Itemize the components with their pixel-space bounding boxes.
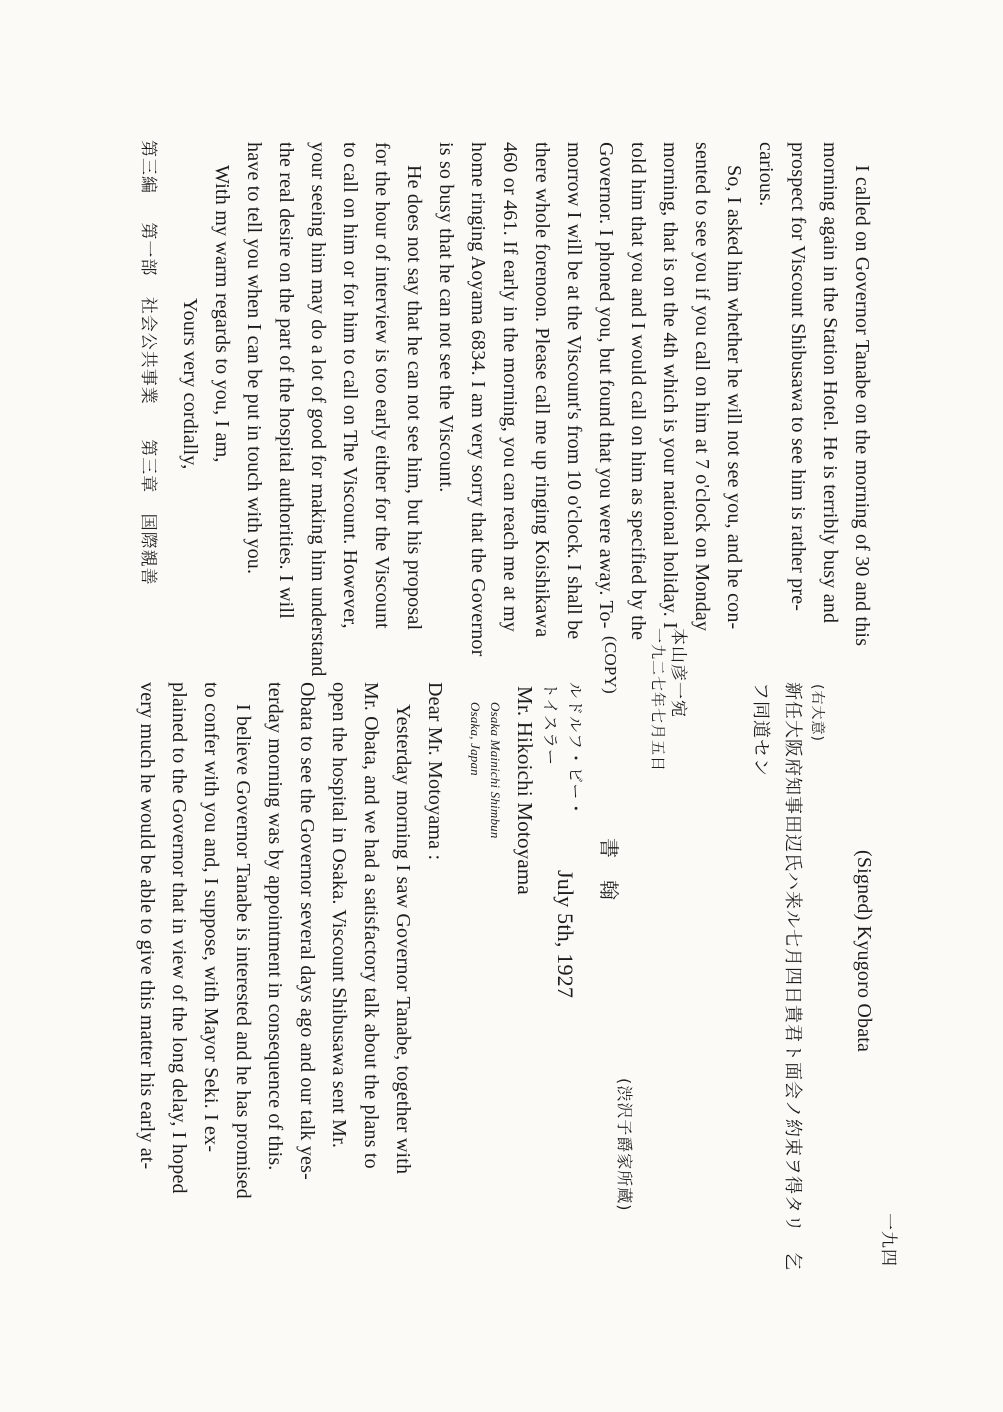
body-line: sented to see you if you call on him at 7 o'clock on Monday — [691, 142, 713, 632]
body-line: is so busy that he can not see the Viscount. — [435, 142, 457, 493]
addressee-org: Osaka Mainichi Shimbun — [488, 702, 503, 839]
body-line: I called on Governor Tanabe on the morning of 30 and this — [851, 165, 873, 647]
body-line: He does not say that he can not see him, but his proposal — [403, 165, 425, 631]
body-line: So, I asked him whether he will not see you, and he con- — [723, 165, 745, 630]
summary-line-2: フ同道セン — [750, 682, 771, 777]
body-line: Mr. Obata, and we had a satisfactory talk about the plans to — [360, 682, 382, 1169]
body-line: told him that you and I would call on him as specified by the — [627, 142, 649, 641]
signature: (Signed) Kyugoro Obata — [853, 850, 875, 1053]
closing-line: Yours very cordially, — [179, 298, 201, 470]
letter-date-jp: 一九二七年七月五日 — [649, 628, 667, 773]
summary-line-1: 新任大阪府知事田辺氏ハ来ル七月四日貴君ト面会ノ約束ヲ得タリ 乞 — [782, 682, 803, 1271]
body-line: have to tell you when I can be put in touch with you. — [243, 142, 265, 575]
letter-recipient-jp: 本山彦一宛 — [668, 628, 688, 718]
letter-date: July 5th, 1927 — [553, 870, 578, 999]
head-section: 第一部 — [138, 222, 158, 277]
body-line: prospect for Viscount Shibusawa to see him is rather pre- — [787, 142, 809, 612]
letter-type: 書 翰 — [597, 838, 621, 901]
body-line: morning, that is on the 4th which is your national holiday. I — [659, 142, 681, 629]
body-line: morrow I will be at the Viscount's from 10 o'clock. I shall be — [563, 142, 585, 640]
body-line: carious. — [755, 142, 777, 207]
source-note: (渋沢子爵家所蔵) — [615, 1078, 634, 1212]
addressee-name: Mr. Hikoichi Motoyama — [513, 686, 537, 895]
salutation: Dear Mr. Motoyama : — [424, 682, 446, 861]
body-line: very much he would be able to give this matter his early at- — [136, 682, 158, 1170]
body-line: the real desire on the part of the hospital authorities. I will — [275, 142, 297, 619]
body-line: open the hospital in Osaka. Viscount Shibusawa sent Mr. — [328, 682, 350, 1149]
body-line: your seeing him may do a lot of good for making him understand — [307, 142, 329, 677]
head-topic: 国際親善 — [138, 513, 158, 586]
body-line: Obata to see the Governor several days ago and our talk yes- — [296, 682, 318, 1180]
body-line: there whole forenoon. Please call me up ringing Koishikawa — [531, 142, 553, 638]
sender-line-2: トイスラー — [541, 682, 560, 767]
body-line: for the hour of interview is too early either for the Viscount — [371, 142, 393, 629]
head-chapter: 第三章 — [138, 439, 158, 494]
copy-label: (COPY) — [601, 636, 620, 694]
page-number: 一九四 — [878, 1213, 898, 1267]
head-part: 第三編 — [138, 140, 158, 194]
body-line: morning again in the Station Hotel. He is terribly busy and — [819, 142, 841, 624]
body-line: Governor. I phoned you, but found that you were away. To- — [595, 142, 617, 629]
addressee-city: Osaka, Japan — [468, 702, 483, 776]
body-line: to confer with you and, I suppose, with Mayor Seki. I ex- — [200, 682, 222, 1153]
body-line: plained to the Governor that in view of the long delay, I hoped — [168, 682, 190, 1194]
body-line: terday morning was by appointment in consequence of this. — [264, 682, 286, 1171]
body-line: home ringing Aoyama 6834. I am very sorry that the Governor — [467, 142, 489, 657]
body-line: 460 or 461. If early in the morning, you can reach me at my — [499, 142, 521, 632]
running-head — [138, 140, 163, 586]
sender-line-1: ルドルフ・ビー・ — [566, 682, 585, 818]
body-line: Yesterday morning I saw Governor Tanabe, together with — [392, 704, 414, 1175]
summary-label: (右大意) — [809, 684, 825, 742]
body-line: With my warm regards to you, I am, — [211, 165, 233, 463]
body-line: I believe Governor Tanabe is interested and he has promised — [232, 704, 254, 1199]
body-line: to call on him or for him to call on The Viscount. However, — [339, 142, 361, 629]
head-category: 社会公共事業 — [138, 296, 158, 405]
